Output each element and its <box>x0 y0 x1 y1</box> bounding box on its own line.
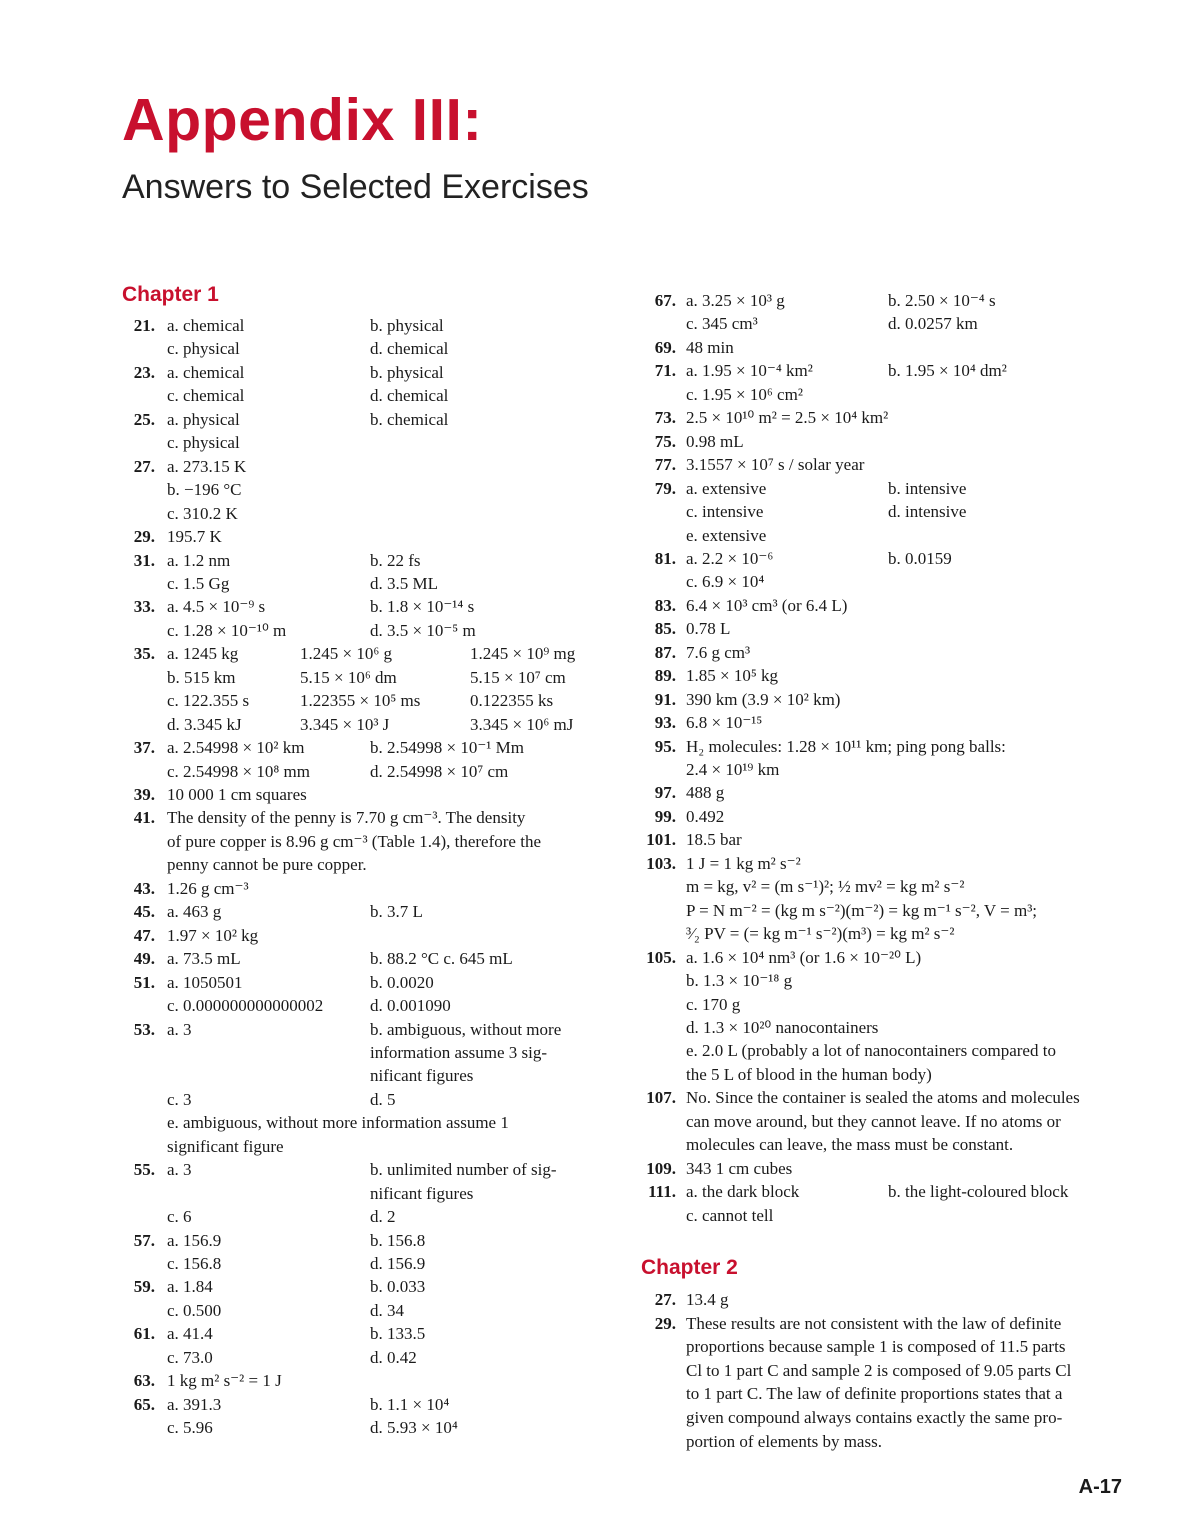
answer-text: 343 1 cm cubes <box>686 1158 793 1178</box>
answer-text: molecules can leave, the mass must be constant. <box>686 1135 1014 1155</box>
answer-text: significant figure <box>167 1136 284 1156</box>
exercise-number: 65. <box>133 1394 155 1414</box>
answer-text: 7.6 g cm³ <box>686 642 751 662</box>
answer-text: b. 1.1 × 10⁴ <box>370 1394 450 1414</box>
answer-text: d. 3.345 kJ <box>167 714 242 734</box>
answer-text: b. 0.0020 <box>370 972 434 992</box>
exercise-number: 45. <box>133 902 155 922</box>
exercise-number: 59. <box>133 1277 155 1297</box>
answer-text: a. 4.5 × 10⁻⁹ s <box>167 597 266 617</box>
answer-text: nificant figures <box>370 1066 474 1086</box>
answer-text: b. 2.54998 × 10⁻¹ Mm <box>370 738 524 758</box>
exercise-number: 55. <box>133 1160 155 1180</box>
answer-text: a. 391.3 <box>167 1394 222 1414</box>
answer-text: e. ambiguous, without more information assume 1 <box>167 1113 509 1133</box>
answer-text: b. 1.3 × 10⁻¹⁸ g <box>686 971 793 991</box>
answer-text: a. 1.2 nm <box>167 550 231 570</box>
page-number: A-17 <box>1078 1476 1122 1498</box>
answer-text: 5.15 × 10⁷ cm <box>470 667 566 687</box>
chapter-2-heading: Chapter 2 <box>641 1256 738 1279</box>
answer-text: the 5 L of blood in the human body) <box>686 1064 932 1084</box>
exercise-number: 57. <box>133 1230 155 1250</box>
answer-text: b. 515 km <box>167 667 236 687</box>
answer-text: a. 41.4 <box>167 1324 213 1344</box>
page-subtitle: Answers to Selected Exercises <box>122 168 589 206</box>
answer-text: 390 km (3.9 × 10² km) <box>686 689 841 709</box>
answer-text: d. 3.5 ML <box>370 573 438 593</box>
answer-text: 488 g <box>686 783 725 803</box>
answer-text: d. 0.0257 km <box>888 314 978 334</box>
exercise-number: 27. <box>133 456 155 476</box>
answer-text: d. 2.54998 × 10⁷ cm <box>370 761 509 781</box>
answer-text: 0.78 L <box>686 619 731 639</box>
exercise-number: 35. <box>133 644 155 664</box>
answer-text: 48 min <box>686 337 734 357</box>
answer-text: a. the dark block <box>686 1182 800 1202</box>
exercise-number: 77. <box>654 455 676 475</box>
answer-text: d. 34 <box>370 1300 404 1320</box>
exercise-number: 85. <box>654 619 676 639</box>
exercise-number: 71. <box>654 361 676 381</box>
answer-text: 1.22355 × 10⁵ ms <box>300 691 421 711</box>
answer-text: proportions because sample 1 is composed of 11.5 parts <box>686 1337 1066 1357</box>
exercise-number: 101. <box>646 830 676 850</box>
answer-text: 2.4 × 10¹⁹ km <box>686 760 780 779</box>
answer-text: c. 73.0 <box>167 1347 213 1367</box>
answer-text: 2.5 × 10¹⁰ m² = 2.5 × 10⁴ km² <box>686 408 889 428</box>
answer-text: a. 2.2 × 10⁻⁶ <box>686 548 774 568</box>
answer-text: a. 2.54998 × 10² km <box>167 738 305 758</box>
answer-text: The density of the penny is 7.70 g cm⁻³. The density <box>167 808 526 828</box>
answer-text: c. 1.28 × 10⁻¹⁰ m <box>167 620 287 640</box>
answer-text: d. 2 <box>370 1207 396 1227</box>
exercise-number: 37. <box>133 738 155 758</box>
answer-text: can move around, but they cannot leave. If no atoms or <box>686 1111 1061 1131</box>
answer-text: given compound always contains exactly the same pro- <box>686 1408 1063 1427</box>
exercise-number: 111. <box>648 1182 676 1202</box>
exercise-number: 103. <box>646 853 676 873</box>
answer-text: d. 0.001090 <box>370 996 451 1016</box>
exercise-number: 33. <box>133 597 155 617</box>
answer-text: 5.15 × 10⁶ dm <box>300 667 397 687</box>
answer-text: b. chemical <box>370 409 449 429</box>
exercise-number: 31. <box>133 550 155 570</box>
answer-text: 195.7 K <box>167 527 222 547</box>
answer-text: c. 1.5 Gg <box>167 573 230 593</box>
answer-text: 0.122355 ks <box>470 691 554 711</box>
answer-text: a. 3 <box>167 1160 192 1180</box>
exercise-number: 67. <box>654 291 676 310</box>
answer-text: 3.345 × 10³ J <box>300 714 390 734</box>
exercise-number: 51. <box>133 972 155 992</box>
answer-text: b. physical <box>370 316 444 335</box>
answer-text: b. −196 °C <box>167 480 242 500</box>
answer-text: c. physical <box>167 339 240 359</box>
page-title: Appendix III: <box>122 87 483 153</box>
exercise-number: 47. <box>133 925 155 945</box>
answer-text: b. 88.2 °C c. 645 mL <box>370 949 513 969</box>
answer-text: 18.5 bar <box>686 830 742 850</box>
exercise-number: 63. <box>133 1371 155 1391</box>
answer-text: b. 133.5 <box>370 1324 426 1344</box>
answer-text: c. 3 <box>167 1089 192 1109</box>
answer-text: a. 273.15 K <box>167 456 247 476</box>
answer-text: 3.1557 × 10⁷ s / solar year <box>686 455 865 475</box>
answer-text: a. 1050501 <box>167 972 243 992</box>
exercise-number: 41. <box>133 808 155 828</box>
answer-text: c. 6 <box>167 1207 192 1227</box>
answer-text: portion of elements by mass. <box>686 1431 882 1451</box>
answer-text: P = N m⁻² = (kg m s⁻²)(m⁻²) = kg m⁻¹ s⁻², V = m³; <box>686 900 1038 920</box>
answer-text: a. 463 g <box>167 902 222 922</box>
answer-text: b. 1.95 × 10⁴ dm² <box>888 361 1007 381</box>
exercise-number: 61. <box>133 1324 155 1344</box>
answer-text: b. 22 fs <box>370 550 421 570</box>
answer-text: 6.8 × 10⁻¹⁵ <box>686 713 763 733</box>
answer-text: a. extensive <box>686 478 767 498</box>
answer-text: d. 0.42 <box>370 1347 417 1367</box>
answer-text: to 1 part C. The law of definite proportions states that a <box>686 1384 1063 1404</box>
exercise-number: 95. <box>654 736 676 756</box>
answer-text: information assume 3 sig- <box>370 1042 548 1062</box>
answer-text: c. 122.355 s <box>167 691 250 711</box>
answer-text: 6.4 × 10³ cm³ (or 6.4 L) <box>686 595 848 615</box>
answer-text: c. 2.54998 × 10⁸ mm <box>167 761 311 781</box>
answer-text: b. 0.033 <box>370 1277 426 1297</box>
answer-text: a. 1.6 × 10⁴ nm³ (or 1.6 × 10⁻²⁰ L) <box>686 947 922 967</box>
answer-text: a. 1.95 × 10⁻⁴ km² <box>686 361 813 381</box>
answer-text: b. unlimited number of sig- <box>370 1160 557 1180</box>
exercise-number: 23. <box>133 362 155 382</box>
exercise-number: 39. <box>133 785 155 804</box>
answer-text: a. 3 <box>167 1019 192 1039</box>
exercise-number: 43. <box>133 878 155 898</box>
answer-text: 1.245 × 10⁹ mg <box>470 644 576 664</box>
answer-text: b. the light-coloured block <box>888 1182 1069 1202</box>
exercise-number: 29. <box>133 527 155 547</box>
answer-text: a. 156.9 <box>167 1230 222 1250</box>
answer-text: d. 156.9 <box>370 1254 426 1273</box>
answer-text: m = kg, v² = (m s⁻¹)²; ½ mv² = kg m² s⁻² <box>686 877 965 897</box>
answer-text: b. physical <box>370 362 444 382</box>
answer-text: 1.85 × 10⁵ kg <box>686 666 779 686</box>
exercise-number: 97. <box>654 783 676 803</box>
answer-text: 1 J = 1 kg m² s⁻² <box>686 853 801 873</box>
exercise-number: 25. <box>133 409 155 429</box>
chapter-1-heading: Chapter 1 <box>122 283 219 306</box>
answer-text: H₂ molecules: 1.28 × 10¹¹ km; ping pong balls: <box>686 736 1006 756</box>
answer-text: c. physical <box>167 433 240 453</box>
answer-text: 1 kg m² s⁻² = 1 J <box>167 1371 282 1391</box>
answer-text: c. 345 cm³ <box>686 314 758 334</box>
answer-text: b. intensive <box>888 478 967 498</box>
exercise-number: 27. <box>654 1290 676 1309</box>
answer-text: d. chemical <box>370 386 449 406</box>
answer-text: c. intensive <box>686 502 764 522</box>
exercise-number: 83. <box>654 595 676 615</box>
answer-text: d. 5 <box>370 1089 396 1109</box>
answer-text: a. chemical <box>167 316 245 335</box>
exercise-number: 91. <box>654 689 676 709</box>
exercise-number: 79. <box>654 478 676 498</box>
answer-text: nificant figures <box>370 1183 474 1203</box>
answer-text: 10 000 1 cm squares <box>167 785 307 804</box>
answer-text: e. extensive <box>686 525 767 545</box>
answer-text: a. 73.5 mL <box>167 949 241 969</box>
answer-text: penny cannot be pure copper. <box>167 855 367 875</box>
answer-text: 3.345 × 10⁶ mJ <box>470 714 574 734</box>
answer-text: b. 2.50 × 10⁻⁴ s <box>888 291 996 310</box>
answer-text: d. 1.3 × 10²⁰ nanocontainers <box>686 1017 879 1037</box>
answer-text: a. physical <box>167 409 240 429</box>
answer-text: b. ambiguous, without more <box>370 1019 562 1039</box>
answer-text: d. 3.5 × 10⁻⁵ m <box>370 620 476 640</box>
answer-text: 1.245 × 10⁶ g <box>300 644 393 664</box>
exercise-number: 69. <box>654 337 676 357</box>
exercise-number: 87. <box>654 642 676 662</box>
exercise-number: 29. <box>654 1313 676 1333</box>
answer-text: d. intensive <box>888 502 967 522</box>
answer-text: c. chemical <box>167 386 245 406</box>
exercise-number: 93. <box>654 713 676 733</box>
answer-text: 0.492 <box>686 806 725 826</box>
answer-text: 1.97 × 10² kg <box>167 925 259 945</box>
exercise-number: 89. <box>654 666 676 686</box>
answer-text: c. cannot tell <box>686 1205 774 1225</box>
answer-text: b. 1.8 × 10⁻¹⁴ s <box>370 597 475 617</box>
answer-text: a. 3.25 × 10³ g <box>686 291 785 310</box>
answer-text: 0.98 mL <box>686 431 744 451</box>
answer-text: c. 310.2 K <box>167 503 238 523</box>
answer-text: c. 1.95 × 10⁶ cm² <box>686 384 803 404</box>
answer-text: c. 6.9 × 10⁴ <box>686 572 765 592</box>
answer-text: a. 1245 kg <box>167 644 239 664</box>
exercise-number: 73. <box>654 408 676 428</box>
exercise-number: 81. <box>654 548 676 568</box>
answer-text: b. 3.7 L <box>370 902 423 922</box>
answer-text: These results are not consistent with the law of definite <box>686 1313 1062 1333</box>
exercise-number: 75. <box>654 431 676 451</box>
exercise-number: 107. <box>646 1088 676 1108</box>
answer-text: a. 1.84 <box>167 1277 213 1297</box>
answer-text: b. 156.8 <box>370 1230 426 1250</box>
exercise-number: 99. <box>654 806 676 826</box>
answer-text: c. 156.8 <box>167 1254 222 1273</box>
answer-text: c. 170 g <box>686 994 741 1014</box>
exercise-number: 53. <box>133 1019 155 1039</box>
answer-text: c. 5.96 <box>167 1418 213 1438</box>
answer-text: a. chemical <box>167 362 245 382</box>
answer-text: ³⁄₂ PV = (= kg m⁻¹ s⁻²)(m³) = kg m² s⁻² <box>686 924 955 944</box>
answer-text: of pure copper is 8.96 g cm⁻³ (Table 1.4), therefore the <box>167 831 541 851</box>
exercise-number: 109. <box>646 1158 676 1178</box>
answer-text: 13.4 g <box>686 1290 729 1309</box>
answer-text: b. 0.0159 <box>888 548 952 568</box>
answer-text: No. Since the container is sealed the atoms and molecules <box>686 1088 1080 1108</box>
answer-text: 1.26 g cm⁻³ <box>167 878 249 898</box>
answer-text: c. 0.000000000000002 <box>167 996 324 1016</box>
answer-text: d. chemical <box>370 339 449 359</box>
answer-text: d. 5.93 × 10⁴ <box>370 1418 458 1438</box>
exercise-number: 49. <box>133 949 155 969</box>
exercise-number: 105. <box>646 947 676 967</box>
answer-text: c. 0.500 <box>167 1300 222 1320</box>
exercise-number: 21. <box>133 316 155 335</box>
answer-text: Cl to 1 part C and sample 2 is composed of 9.05 parts Cl <box>686 1360 1072 1380</box>
answer-text: e. 2.0 L (probably a lot of nanocontainers compared to <box>686 1041 1056 1061</box>
